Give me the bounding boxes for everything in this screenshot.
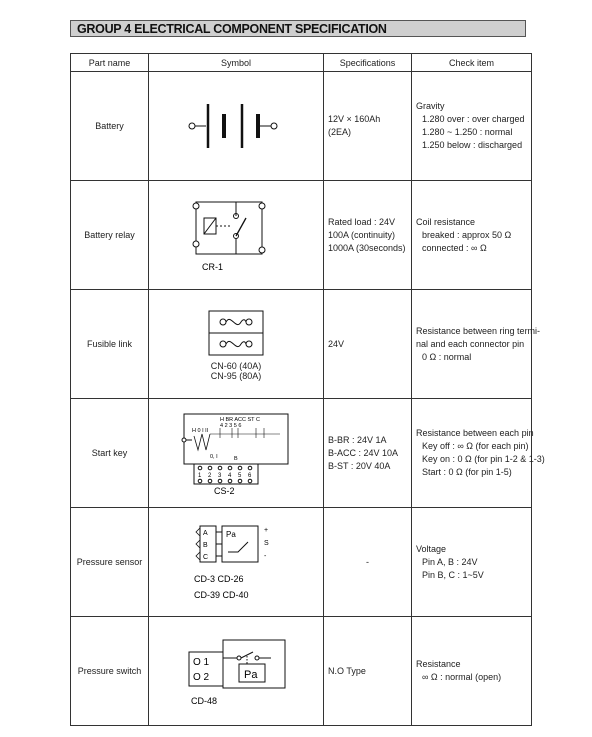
table-row — [71, 508, 532, 617]
spec-line: B-ST : 20V 40A — [328, 460, 391, 471]
check-item — [412, 181, 532, 290]
fusible-link-symbol — [149, 290, 324, 399]
fusible-link-icon — [201, 307, 271, 361]
check-line: Resistance — [416, 659, 461, 669]
table-row — [71, 617, 532, 726]
spec-line: 1000A (30seconds) — [328, 242, 406, 253]
check-line: connected : ∞ Ω — [422, 242, 487, 253]
specifications — [324, 399, 412, 508]
battery-relay-symbol — [149, 181, 324, 290]
relay-icon — [186, 196, 286, 274]
battery-symbol — [149, 72, 324, 181]
sensor-side-plus: + — [264, 527, 269, 534]
specifications — [324, 617, 412, 726]
spec-line: 24V — [328, 338, 345, 349]
key-caption: CS-2 — [214, 486, 235, 496]
check-item — [412, 508, 532, 617]
part-name: Start key — [71, 399, 149, 508]
check-line: 1.280 ~ 1.250 : normal — [422, 127, 513, 137]
check-line: Key off : ∞ Ω (for each pin) — [422, 441, 529, 451]
check-line: nal and each connector pin — [416, 338, 525, 349]
check-item — [412, 617, 532, 726]
part-name: Fusible link — [71, 290, 149, 399]
start-key-symbol — [149, 399, 324, 508]
specifications — [324, 508, 412, 617]
check-line: Voltage — [416, 543, 447, 554]
fusible-caption: CN-95 (80A) — [210, 371, 262, 381]
part-name: Pressure switch — [71, 617, 149, 726]
key-positions: H 0 I II — [192, 428, 209, 434]
key-top-pins: 4 2 3 5 6 — [220, 423, 242, 429]
spec-table — [70, 53, 545, 726]
check-line: Pin A, B : 24V — [422, 556, 478, 567]
check-line: Pin B, C : 1~5V — [422, 569, 484, 580]
spec-line: - — [366, 556, 369, 567]
key-pin-label: 4 — [228, 473, 232, 479]
page-title: GROUP 4 ELECTRICAL COMPONENT SPECIFICATION — [77, 22, 387, 36]
sensor-side-s: S — [264, 540, 269, 547]
sensor-pin-c: C — [203, 554, 209, 561]
key-pin-label: 3 — [218, 473, 222, 479]
check-line: 0 Ω : normal — [422, 351, 472, 362]
header-symbol: Symbol — [149, 54, 324, 72]
key-pin-label: 5 — [238, 473, 242, 479]
spec-line: Rated load : 24V — [328, 216, 396, 227]
pressure-sensor-icon — [186, 520, 286, 604]
switch-pin-2: O 2 — [193, 672, 210, 683]
page-title-bar — [70, 20, 526, 37]
check-line: Start : 0 Ω (for pin 1-5) — [422, 467, 512, 477]
key-top-labels: H BR ACC ST C — [220, 417, 260, 423]
header-row — [71, 54, 532, 72]
pressure-switch-icon — [181, 634, 291, 708]
pressure-sensor-symbol — [149, 508, 324, 617]
spec-line: 12V × 160Ah — [328, 114, 381, 124]
specifications — [324, 181, 412, 290]
key-pin-label: 1 — [198, 473, 202, 479]
check-item — [412, 290, 541, 399]
spec-line: B-ACC : 24V 10A — [328, 447, 399, 458]
check-line: Resistance between each pin — [416, 428, 534, 438]
part-name: Battery relay — [71, 181, 149, 290]
part-name: Battery — [71, 72, 149, 181]
pressure-switch-symbol — [149, 617, 324, 726]
check-line: 1.280 over : over charged — [422, 114, 525, 124]
spec-line: (2EA) — [328, 127, 352, 137]
check-item — [412, 72, 532, 181]
sensor-caption: CD-3 CD-26 — [194, 574, 244, 584]
table-row — [71, 290, 532, 399]
sensor-caption: CD-39 CD-40 — [194, 590, 249, 600]
header-check-item: Check item — [412, 54, 532, 72]
key-oi-label: 0, I — [210, 454, 218, 460]
sensor-side-minus: - — [264, 553, 267, 560]
header-specifications: Specifications — [324, 54, 412, 72]
table-row — [71, 399, 532, 508]
sensor-pin-a: A — [203, 530, 208, 537]
check-line: Resistance between ring termi- — [416, 325, 541, 336]
switch-caption: CD-48 — [191, 696, 218, 706]
relay-caption: CR-1 — [202, 262, 224, 272]
switch-pin-1: O 1 — [193, 657, 210, 668]
check-line: Gravity — [416, 101, 445, 111]
fusible-caption: CN-60 (40A) — [210, 361, 262, 371]
key-pin-label: 6 — [248, 473, 252, 479]
check-line: ∞ Ω : normal (open) — [422, 672, 502, 682]
check-line: 1.250 below : discharged — [422, 140, 523, 150]
sensor-pa: Pa — [226, 530, 236, 539]
check-item — [412, 399, 545, 508]
specifications — [324, 72, 412, 181]
switch-pa: Pa — [244, 669, 258, 681]
check-line: breaked : approx 50 Ω — [422, 229, 512, 240]
specifications — [324, 290, 412, 399]
table-row — [71, 181, 532, 290]
header-part-name: Part name — [71, 54, 149, 72]
spec-line: B-BR : 24V 1A — [328, 434, 387, 445]
table-row — [71, 72, 532, 181]
check-line: Coil resistance — [416, 216, 476, 227]
key-b-label: B — [234, 456, 238, 462]
key-pin-label: 2 — [208, 473, 212, 479]
spec-line: 100A (continuity) — [328, 229, 396, 240]
start-key-icon — [180, 410, 292, 496]
sensor-pin-b: B — [203, 542, 208, 549]
check-line: Key on : 0 Ω (for pin 1-2 & 1-3) — [422, 454, 545, 464]
part-name: Pressure sensor — [71, 508, 149, 617]
spec-line: N.O Type — [328, 665, 366, 676]
battery-icon — [186, 96, 286, 156]
